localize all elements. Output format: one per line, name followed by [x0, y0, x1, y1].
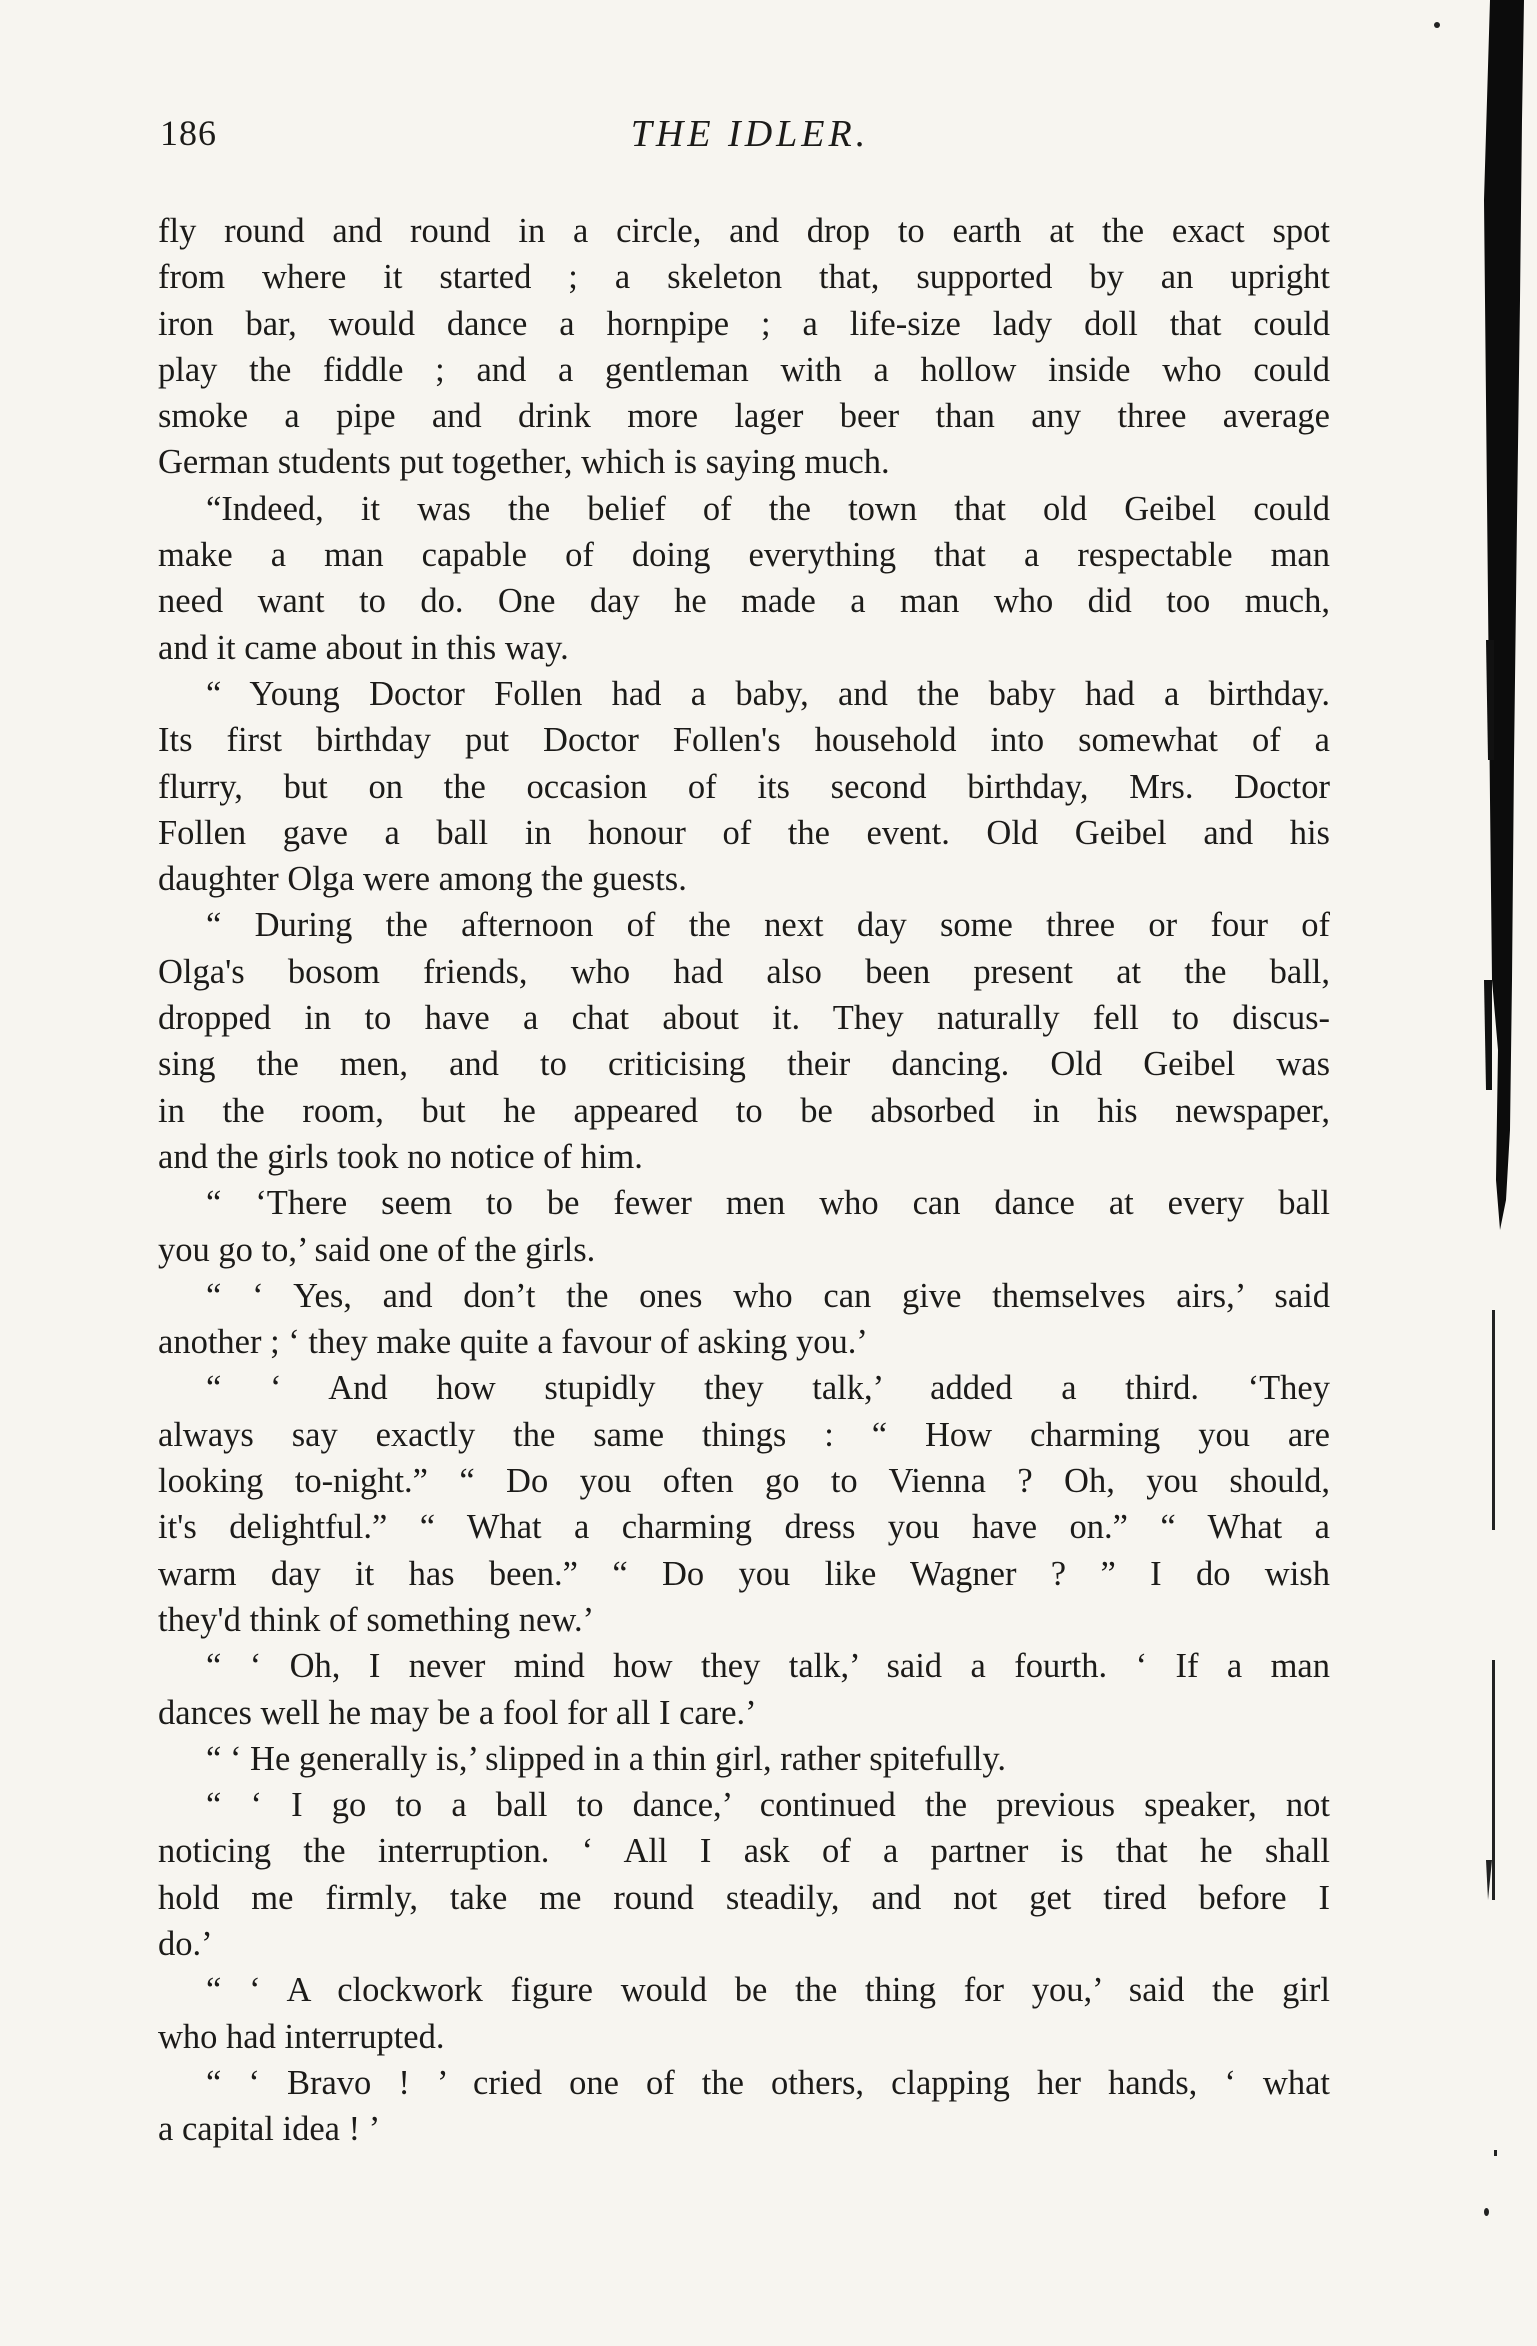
- text-line: German students put together, which is saying much.: [158, 443, 890, 482]
- text-line: “ Young Doctor Follen had a baby, and the baby had a birthday.: [206, 674, 1330, 713]
- text-line: a capital idea ! ’: [158, 2110, 381, 2149]
- text-line: “ ‘ Bravo ! ’ cried one of the others, clapping her hands, ‘ what: [206, 2063, 1330, 2102]
- text-line: you go to,’ said one of the girls.: [158, 1230, 596, 1269]
- text-line: another ; ‘ they make quite a favour of asking you.’: [158, 1323, 868, 1362]
- body-text: [158, 208, 1330, 2152]
- text-line: hold me firmly, take me round steadily, and not get tired before I: [158, 1878, 1330, 1917]
- text-line: “ ‘ And how stupidly they talk,’ added a third. ‘They: [206, 1369, 1330, 1408]
- text-line: it's delightful.” “ What a charming dress you have on.” “ What a: [158, 1508, 1330, 1547]
- text-line: dropped in to have a chat about it. They naturally fell to discus-: [158, 999, 1330, 1038]
- text-line: dances well he may be a fool for all I care.’: [158, 1693, 757, 1732]
- text-line: “ ‘ A clockwork figure would be the thing for you,’ said the girl: [206, 1971, 1330, 2010]
- text-line: they'd think of something new.’: [158, 1600, 595, 1639]
- text-line: “ ‘ I go to a ball to dance,’ continued the previous speaker, not: [206, 1786, 1330, 1825]
- text-line: “ ‘ Oh, I never mind how they talk,’ said a fourth. ‘ If a man: [206, 1647, 1330, 1686]
- text-line: “ ‘ Yes, and don’t the ones who can give themselves airs,’ said: [206, 1276, 1330, 1315]
- text-line: always say exactly the same things : “ How charming you are: [158, 1415, 1330, 1454]
- text-line: iron bar, would dance a hornpipe ; a life-size lady doll that could: [158, 304, 1330, 343]
- text-line: sing the men, and to criticising their dancing. Old Geibel was: [158, 1045, 1330, 1084]
- text-line: from where it started ; a skeleton that, supported by an upright: [158, 258, 1330, 297]
- ink-speck: [1484, 2208, 1489, 2216]
- text-line: who had interrupted.: [158, 2017, 445, 2056]
- text-line: in the room, but he appeared to be absorbed in his newspaper,: [158, 1091, 1330, 1130]
- text-line: Olga's bosom friends, who had also been present at the ball,: [158, 952, 1330, 991]
- text-line: need want to do. One day he made a man who did too much,: [158, 582, 1330, 621]
- text-line: “Indeed, it was the belief of the town that old Geibel could: [206, 489, 1330, 528]
- text-line: noticing the interruption. ‘ All I ask of a partner is that he shall: [158, 1832, 1330, 1871]
- text-line: do.’: [158, 1924, 213, 1963]
- text-line: “ ‘There seem to be fewer men who can dance at every ball: [206, 1184, 1330, 1223]
- text-line: Its first birthday put Doctor Follen's household into somewhat of a: [158, 721, 1330, 760]
- page-number: 186: [160, 113, 217, 153]
- text-line: warm day it has been.” “ Do you like Wagner ? ” I do wish: [158, 1554, 1330, 1593]
- text-line: daughter Olga were among the guests.: [158, 860, 687, 899]
- running-head: [160, 112, 1340, 164]
- text-line: and it came about in this way.: [158, 628, 569, 667]
- text-line: make a man capable of doing everything that a respectable man: [158, 536, 1330, 575]
- text-line: and the girls took no notice of him.: [158, 1137, 643, 1176]
- text-line: Follen gave a ball in honour of the event. Old Geibel and his: [158, 813, 1330, 852]
- text-line: play the fiddle ; and a gentleman with a hollow inside who could: [158, 350, 1330, 389]
- text-line: fly round and round in a circle, and drop to earth at the exact spot: [158, 212, 1330, 250]
- ink-speck: [1434, 22, 1440, 28]
- text-line: “ ‘ He generally is,’ slipped in a thin girl, rather spitefully.: [206, 1739, 1006, 1778]
- text-line: looking to-night.” “ Do you often go to Vienna ? Oh, you should,: [158, 1462, 1330, 1501]
- text-line: smoke a pipe and drink more lager beer than any three average: [158, 397, 1330, 436]
- running-title: THE IDLER.: [630, 113, 870, 155]
- text-line: “ During the afternoon of the next day some three or four of: [206, 906, 1330, 945]
- text-line: flurry, but on the occasion of its second birthday, Mrs. Doctor: [158, 767, 1330, 806]
- binding-edge-shadow: [1462, 0, 1537, 2346]
